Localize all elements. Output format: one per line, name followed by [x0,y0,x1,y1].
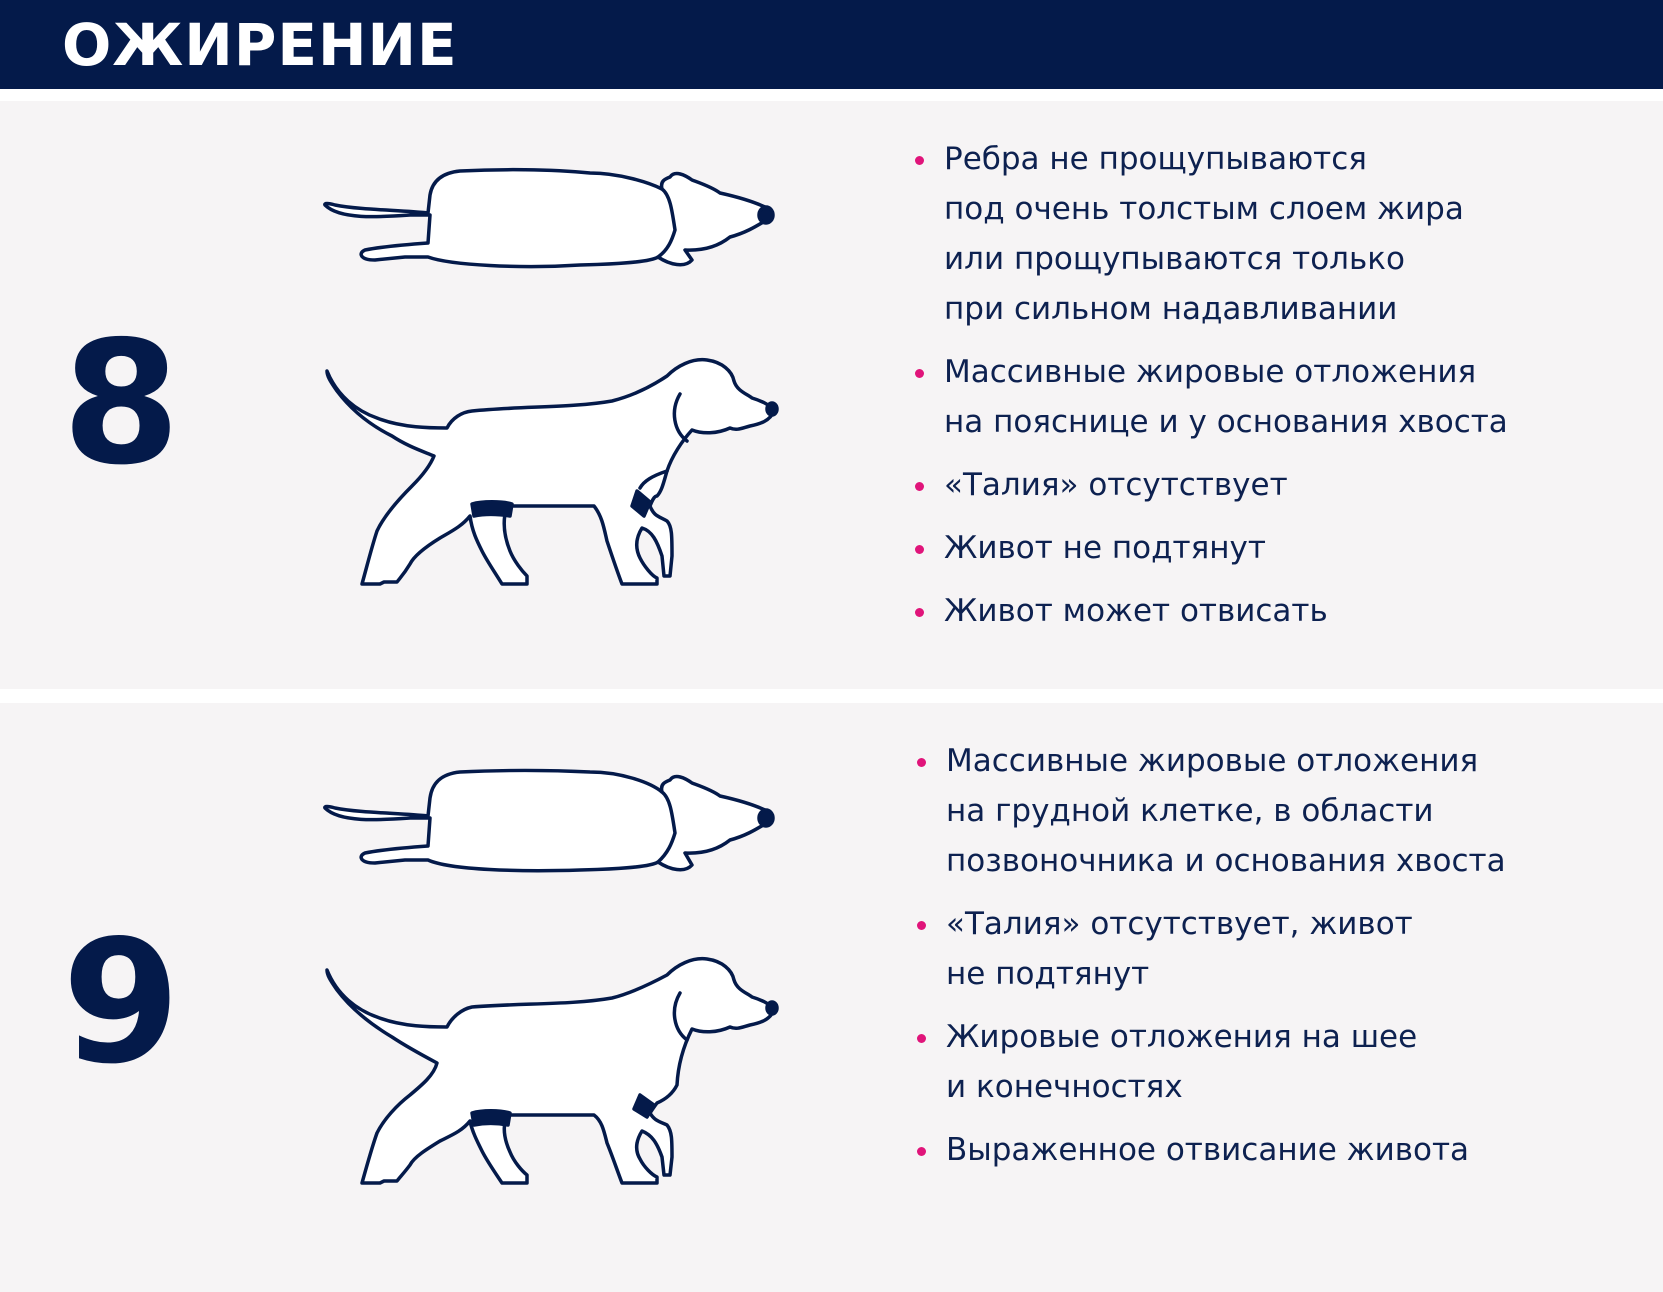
list-item: Выраженное отвисание живота [917,1125,1506,1175]
list-item: «Талия» отсутствует [915,460,1508,510]
bullet-dot-icon [917,1034,926,1043]
list-item: Массивные жировые отложения на грудной клетке, в области позвоночника и основания хвоста [917,736,1506,886]
list-item: Живот не подтянут [915,523,1508,573]
dog-side-view-icon [322,346,802,596]
bullet-dot-icon [917,758,926,767]
section-score-8 [0,101,1663,689]
bullet-dot-icon [915,545,924,554]
bullet-dot-icon [915,369,924,378]
list-item: Ребра не прощупываются под очень толстым слоем жира или прощупываются только при сильном надавливании [915,134,1508,334]
list-item: Массивные жировые отложения на пояснице и у основания хвоста [915,347,1508,447]
dog-side-view-icon [322,945,802,1195]
score-number: 8 [62,305,181,503]
dog-top-view-icon [320,165,800,295]
header-bar [0,0,1663,89]
dog-top-view-icon [320,768,800,898]
bullet-dot-icon [917,921,926,930]
criteria-list [915,134,1508,649]
score-number: 9 [62,904,181,1102]
criteria-list [917,736,1506,1188]
section-score-9 [0,703,1663,1292]
bullet-dot-icon [917,1147,926,1156]
bullet-dot-icon [915,608,924,617]
list-item: Живот может отвисать [915,586,1508,636]
bullet-dot-icon [915,156,924,165]
list-item: «Талия» отсутствует, живот не подтянут [917,899,1506,999]
list-item: Жировые отложения на шее и конечностях [917,1012,1506,1112]
page-title: ОЖИРЕНИЕ [62,11,458,79]
bullet-dot-icon [915,482,924,491]
